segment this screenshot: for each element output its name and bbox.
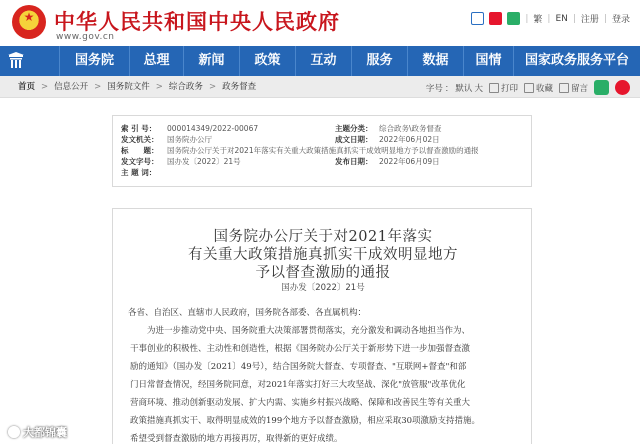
body-paragraph-line: 营商环境、推动创新驱动发展、扩大内需、实施乡村振兴战略、保障和改善民生等有关重大 xyxy=(130,398,471,408)
breadcrumb xyxy=(0,76,640,98)
info-row-title: 标 题： 国务院办公厅关于对2021年落实有关重大政策措施真抓实干成效明显地方予以督查激励的通报 xyxy=(121,146,479,155)
info-row-agency: 发文机关： 国务院办公厅 成文日期： 2022年06月02日 xyxy=(121,135,440,144)
document-number: 国办发〔2022〕21号 xyxy=(281,283,365,293)
site-header xyxy=(0,0,640,46)
national-emblem-icon[interactable] xyxy=(12,5,46,39)
info-row-docno: 发文字号： 国办发〔2022〕21号 发布日期： 2022年06月09日 xyxy=(121,157,440,166)
document-info-table xyxy=(112,115,532,187)
share-wechat-icon[interactable] xyxy=(594,80,609,95)
font-large-button[interactable]: 大 xyxy=(474,83,483,94)
nav-item-policy[interactable]: 政策 xyxy=(240,46,296,76)
main-nav xyxy=(0,46,640,76)
print-icon xyxy=(489,83,499,93)
document-title-line-2: 有关重大政策措施真抓实干成效明显地方 xyxy=(188,247,458,263)
page-tools xyxy=(426,80,630,95)
info-row-topic: 主 题 词： xyxy=(121,168,157,177)
breadcrumb-state-council-docs[interactable]: 国务院文件 xyxy=(107,82,150,92)
link-login[interactable]: 登录 xyxy=(611,15,630,25)
body-paragraph-line: 励的通知》（国办发〔2021〕49号），结合国务院大督查、专项督查、"互联网+督查"和部 xyxy=(130,362,467,372)
body-paragraph-line: 门日常督查情况，经国务院同意，对2021年落实打好三大攻坚战、深化"放管服"改革优化 xyxy=(130,380,466,390)
comment-icon xyxy=(559,83,569,93)
nav-item-news[interactable]: 新闻 xyxy=(184,46,240,76)
site-title[interactable]: 中华人民共和国中央人民政府 xyxy=(54,9,340,34)
document-title-line-1: 国务院办公厅关于对2021年落实 xyxy=(213,229,433,245)
weibo-icon[interactable] xyxy=(489,12,502,25)
document-title-line-3: 予以督查激励的通报 xyxy=(255,265,391,281)
nav-item-state-council[interactable]: 国务院 xyxy=(60,46,130,76)
body-paragraph-line: 政策措施真抓实干、取得明显成效的199个地方予以督查激励，相应采取30项激励支持措施。 xyxy=(130,416,481,426)
star-icon xyxy=(524,83,534,93)
document-salutation: 各省、自治区、直辖市人民政府，国务院各部委、各直属机构： xyxy=(128,308,367,318)
font-size-tool: 字号 ： 默认 大 xyxy=(425,83,483,94)
site-url: www.gov.cn xyxy=(56,32,115,42)
info-row-index: 索 引 号： 000014349/2022-00067 主题分类： 综合政务\政务督查 xyxy=(121,124,442,133)
print-tool[interactable]: 打印 xyxy=(489,82,518,94)
nav-item-interaction[interactable]: 互动 xyxy=(296,46,352,76)
watermark-logo-icon xyxy=(8,426,20,438)
home-gate-icon[interactable] xyxy=(8,52,24,70)
breadcrumb-home[interactable]: 首页 xyxy=(18,82,36,92)
body-paragraph-line: 为进一步推动党中央、国务院重大决策部署贯彻落实，充分激发和调动各地担当作为、 xyxy=(147,326,471,336)
nav-item-service[interactable]: 服务 xyxy=(352,46,408,76)
share-weibo-icon[interactable] xyxy=(615,80,630,95)
top-links: | 繁 | EN | 注册 | 登录 xyxy=(471,12,630,25)
nav-item-national-info[interactable]: 国情 xyxy=(464,46,514,76)
font-default-button[interactable]: 默认 xyxy=(455,83,473,94)
breadcrumb-supervision[interactable]: 政务督查 xyxy=(222,82,257,92)
link-english[interactable]: EN xyxy=(555,13,568,24)
breadcrumb-info-public[interactable]: 信息公开 xyxy=(54,82,89,92)
body-paragraph-line: 希望受到督查激励的地方再接再厉，取得新的更好成绩。 xyxy=(130,434,343,444)
breadcrumb-general-affairs[interactable]: 综合政务 xyxy=(168,82,203,92)
watermark: 大都锦囊 xyxy=(8,424,67,440)
body-paragraph-line: 干事创业的积极性、主动性和创造性，根据《国务院办公厅关于新形势下进一步加强督查激 xyxy=(130,344,471,354)
comment-tool[interactable]: 留言 xyxy=(559,82,588,94)
mail-icon[interactable] xyxy=(471,12,484,25)
nav-item-premier[interactable]: 总理 xyxy=(130,46,184,76)
breadcrumb-path: 首页 > 信息公开 > 国务院文件 > 综合政务 > 政务督查 xyxy=(18,76,256,98)
link-register[interactable]: 注册 xyxy=(580,15,599,25)
nav-item-data[interactable]: 数据 xyxy=(408,46,464,76)
favorite-tool[interactable]: 收藏 xyxy=(524,82,553,94)
wechat-icon[interactable] xyxy=(507,12,520,25)
nav-item-gov-service-platform[interactable]: 国家政务服务平台 xyxy=(524,53,629,68)
link-traditional[interactable]: 繁 xyxy=(533,15,543,25)
